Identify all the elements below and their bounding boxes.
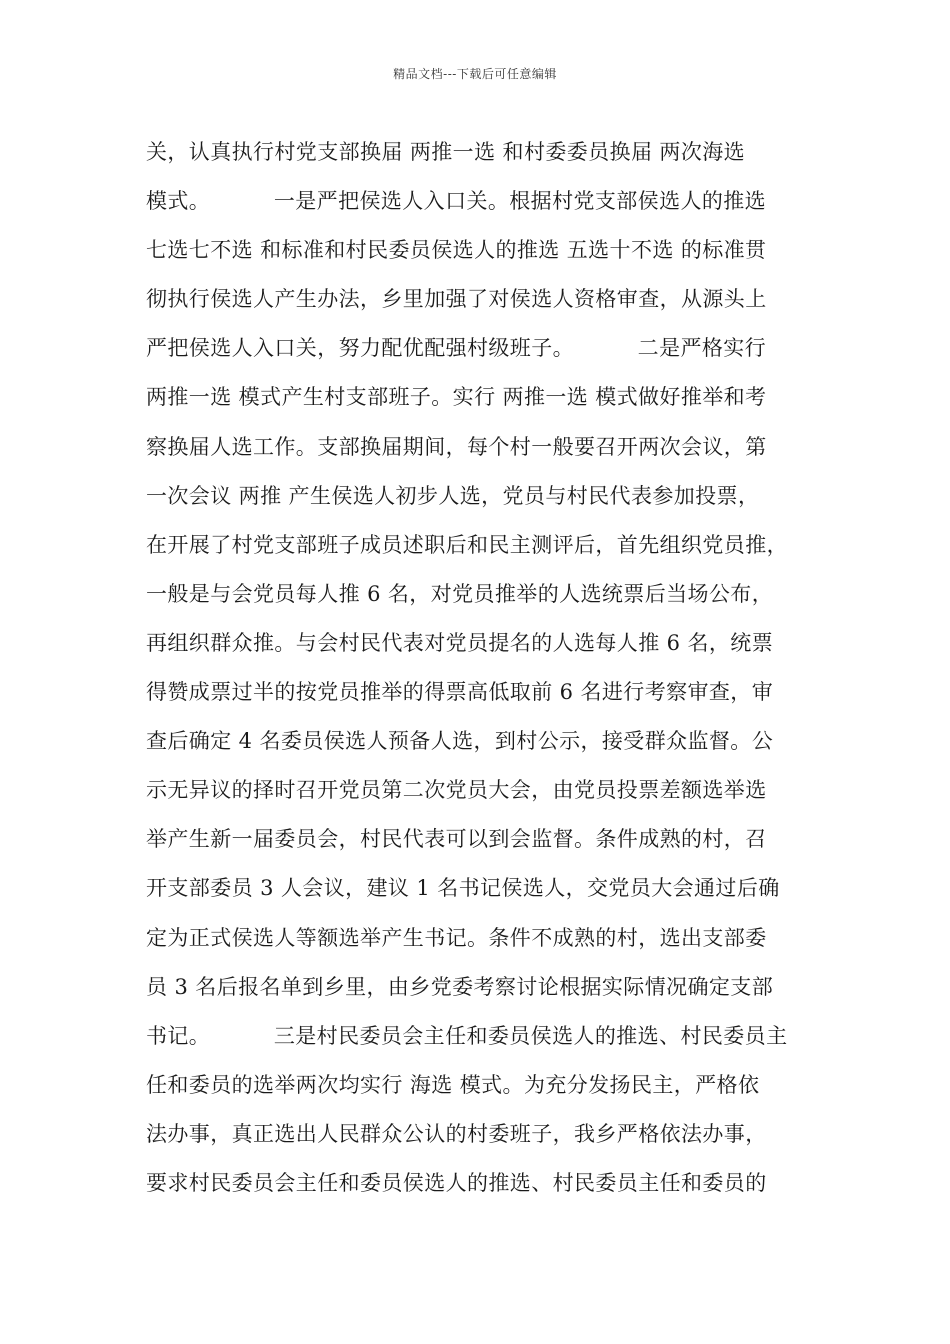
- text-line: 关，认真执行村党支部换届 两推一选 和村委委员换届 两次海选: [146, 140, 746, 164]
- text-line: 严把侯选人入口关，努力配优配强村级班子。 二是严格实行: [146, 336, 767, 361]
- text-line: 示无异议的择时召开党员第二次党员大会，由党员投票差额选举选: [146, 778, 767, 803]
- text-line: 任和委员的选举两次均实行 海选 模式。为充分发扬民主，严格依: [146, 1072, 760, 1097]
- text-line: 要求村民委员会主任和委员侯选人的推选、村民委员主任和委员的: [146, 1170, 767, 1195]
- text-line: 再组织群众推。与会村民代表对党员提名的人选每人推 6 名，统票: [146, 630, 774, 655]
- text-line: 模式。 一是严把侯选人入口关。根据村党支部侯选人的推选: [146, 189, 767, 214]
- text-line: 得赞成票过半的按党员推举的得票高低取前 6 名进行考察审查，审: [146, 680, 774, 705]
- text-line: 察换届人选工作。支部换届期间，每个村一般要召开两次会议，第: [146, 434, 767, 459]
- text-line: 一般是与会党员每人推 6 名，对党员推举的人选统票后当场公布，: [146, 581, 774, 606]
- text-line: 举产生新一届委员会，村民代表可以到会监督。条件成熟的村，召: [146, 827, 767, 852]
- text-line: 定为正式侯选人等额选举产生书记。条件不成熟的村，选出支部委: [146, 925, 767, 950]
- text-line: 彻执行侯选人产生办法，乡里加强了对侯选人资格审查，从源头上: [146, 287, 767, 312]
- text-line: 一次会议 两推 产生侯选人初步人选，党员与村民代表参加投票，: [146, 483, 760, 508]
- text-line: 书记。 三是村民委员会主任和委员侯选人的推选、村民委员主: [146, 1023, 788, 1048]
- text-line: 法办事，真正选出人民群众公认的村委班子，我乡严格依法办事，: [146, 1121, 767, 1146]
- body-text: [146, 128, 826, 1208]
- text-line: 开支部委员 3 人会议，建议 1 名书记侯选人，交党员大会通过后确: [146, 876, 780, 901]
- text-line: 查后确定 4 名委员侯选人预备人选，到村公示，接受群众监督。公: [146, 729, 774, 754]
- text-line: 员 3 名后报名单到乡里，由乡党委考察讨论根据实际情况确定支部: [146, 974, 774, 999]
- text-line: 两推一选 模式产生村支部班子。实行 两推一选 模式做好推举和考: [146, 385, 767, 410]
- text-line: 在开展了村党支部班子成员述职后和民主测评后，首先组织党员推，: [146, 532, 788, 557]
- text-line: 七选七不选 和标准和村民委员侯选人的推选 五选十不选 的标准贯: [146, 238, 767, 263]
- page-header: 精品文档---下载后可任意编辑: [393, 67, 557, 81]
